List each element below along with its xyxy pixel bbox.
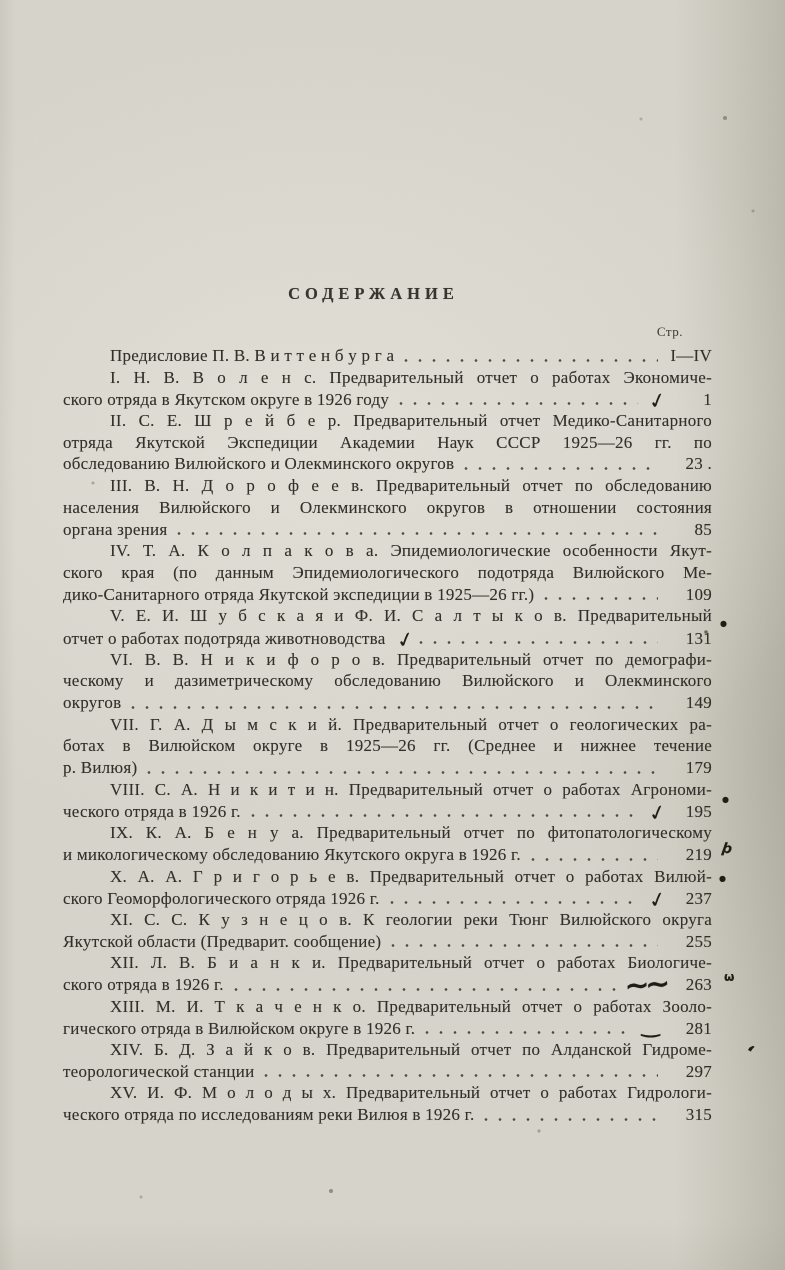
ink-mark-blob: ● [719,874,727,884]
toc-line: X. А. А. Г р и г о р ь е в. Предварительный отчет о работах Вилюй- [110,866,712,886]
dot-leader [419,640,658,645]
toc-entry-last-line [63,692,712,714]
toc-line: населения Вилюйского и Олекминского округов в отношении состояния [63,497,712,517]
toc-entry-last-line [63,757,712,779]
toc-line: ческому и дазиметрическому обследованию Вилюйского и Олекминского [63,671,712,691]
ink-mark-check: ✓ [646,387,670,416]
toc-line: II. С. Е. Ш р е й б е р. Предварительный отчет Медико-Санитарного [110,411,712,431]
page-number: 255 [685,931,712,951]
toc-entry-text: Предисловие П. В. В и т т е н б у р г а [110,346,395,365]
toc-line: IX. К. А. Б е н у а. Предварительный отчет по фитопатологическому [110,823,712,843]
ink-mark-blob: ● [720,618,728,628]
dot-leader [404,358,658,363]
toc-entries [63,345,757,1126]
toc-entry-last-line [63,584,712,606]
dot-leader [484,1117,658,1122]
toc-entry-last-line [63,387,712,416]
toc-entry-text: обследованию Вилюйского и Олекминского округов [63,454,455,474]
toc-line: VIII. С. А. Н и к и т и н. Предварительный отчет о работах Агрономи- [110,779,712,799]
dot-leader [390,900,639,905]
paper-specks [0,0,2,2]
toc-entry-last-line [63,519,712,541]
page-number: 85 [694,519,712,539]
toc-entry-text: ского отряда в 1926 г. [63,974,224,994]
toc-entry [63,345,712,367]
toc-entry-last-line [63,967,735,1003]
page-number: 297 [685,1061,712,1081]
toc-entry [63,540,712,605]
ink-mark-check: ✓ [393,626,417,654]
toc-line: XIV. Б. Д. З а й к о в. Предварительный отчет по Алданской Гидроме- [110,1040,712,1059]
table-of-contents [63,284,757,1126]
toc-line: ского края (по данным Эпидемиологического подотряда Вилюйского Ме- [63,562,712,582]
toc-entry-text: округов [63,693,122,712]
page-number: 109 [685,584,712,604]
toc-line: ботах в Вилюйском округе в 1925—26 гг. (Среднее и нижнее течение [63,736,712,756]
toc-line: XII. Л. В. Б и а н к и. Предварительный отчет о работах Биологиче- [110,953,712,973]
toc-entry [63,952,735,1003]
toc-entry [63,1082,712,1125]
toc-entry-text: р. Вилюя) [63,758,138,778]
toc-entry [63,996,712,1039]
toc-entry-last-line [63,1013,712,1039]
toc-entry-last-line [63,840,734,866]
ink-mark-check: ✓ [646,886,670,914]
dot-leader [391,943,658,948]
toc-entry-last-line [63,618,728,654]
toc-entry-last-line [63,795,730,828]
ink-mark-scribble: ~~ [623,967,667,1003]
toc-line: IV. Т. А. К о л п а к о в а. Эпидемиологические особенности Якут- [110,541,712,561]
page-number: 219 [685,844,712,864]
dot-leader [251,813,638,818]
toc-line: V. Е. И. Ш у б с к а я и Ф. И. С а л т ы к о в. Предварительный [110,606,712,626]
dot-leader [147,770,658,775]
dot-leader [531,857,658,862]
dot-leader [234,987,618,992]
toc-entry-text: ского отряда в Якутском округе в 1926 году [63,390,390,410]
page-number: 131 [685,628,712,648]
toc-entry [63,475,712,540]
page-title: СОДЕРЖАНИЕ [288,284,459,303]
toc-line: VII. Г. А. Д ы м с к и й. Предварительный отчет о геологических ра- [110,714,712,734]
dot-leader [464,466,658,471]
page-number: 149 [685,693,712,712]
toc-entry-text: дико-Санитарного отряда Якутской экспедиции в 1925—26 гг.) [63,584,535,604]
toc-entry [63,909,712,952]
toc-line: XIII. М. И. Т к а ч е н к о. Предварительный отчет о работах Зооло- [110,996,712,1016]
toc-line: XI. С. С. К у з н е ц о в. К геологии реки Тюнг Вилюйского округа [110,909,712,929]
toc-entry [63,779,730,828]
page-number: 281 [685,1019,712,1039]
toc-entry [63,605,728,654]
page-number: 23 . [685,454,712,474]
ink-mark-curve: ‿ [641,1013,660,1039]
toc-entry-last-line [63,931,712,953]
ink-mark-flag: þ [720,840,734,858]
page-number: 237 [685,889,712,909]
dot-leader [177,531,658,536]
toc-entry-text: Якутской области (Предварит. сообщение) [63,931,382,951]
ink-mark-check: ✓ [646,799,670,828]
toc-entry-text: гического отряда в Вилюйском округе в 1926 г. [63,1019,416,1039]
toc-entry [63,1039,757,1082]
dot-leader [425,1030,631,1035]
page-column-header: Стр. [656,324,683,339]
dot-leader [544,596,658,601]
toc-line: VI. В. В. Н и к и ф о р о в. Предварительный отчет по демографи- [110,649,712,669]
ink-mark-tick: , [739,1041,757,1063]
page-number: I—IV [670,346,712,365]
toc-entry-last-line [63,453,712,475]
dot-leader [264,1073,658,1078]
toc-entry-text: ского Геоморфологического отряда 1926 г. [63,889,380,909]
toc-entry-text: ческого отряда в 1926 г. [63,802,241,822]
toc-entry [63,410,712,475]
toc-entry [63,714,712,779]
toc-entry-text: органа зрения [63,519,168,539]
toc-entry-text: теорологической станции [63,1061,255,1081]
page-number: 263 [685,974,712,994]
toc-entry [63,822,734,865]
toc-line: III. В. Н. Д о р о ф е е в. Предварительный отчет по обследованию [110,476,712,496]
dot-leader [131,705,658,710]
dot-leader [399,401,638,406]
ink-mark-squiggle: ω [724,969,735,984]
toc-line: I. Н. В. В о л е н с. Предварительный отчет о работах Экономиче- [110,367,712,387]
toc-entry-last-line [63,1104,712,1126]
toc-entry-text: ческого отряда по исследованиям реки Вилюя в 1926 г. [63,1105,475,1125]
page-number: 1 [703,390,712,410]
ink-mark-blob: ● [722,795,730,805]
toc-entry [63,866,727,914]
page-number: 195 [685,802,712,822]
toc-entry-text: и микологическому обследованию Якутского округа в 1926 г. [63,844,521,864]
page-number: 179 [685,758,712,778]
toc-entry [63,367,712,416]
toc-entry [63,649,712,714]
toc-entry-last-line [63,345,712,367]
toc-line: XV. И. Ф. М о л о д ы х. Предварительный отчет о работах Гидрологи- [110,1083,712,1103]
toc-entry-text: отчет о работах подотряда животноводства [63,628,386,648]
page-number: 315 [685,1105,712,1125]
toc-line: отряда Якутской Экспедиции Академии Наук СССР 1925—26 гг. по [63,432,712,452]
